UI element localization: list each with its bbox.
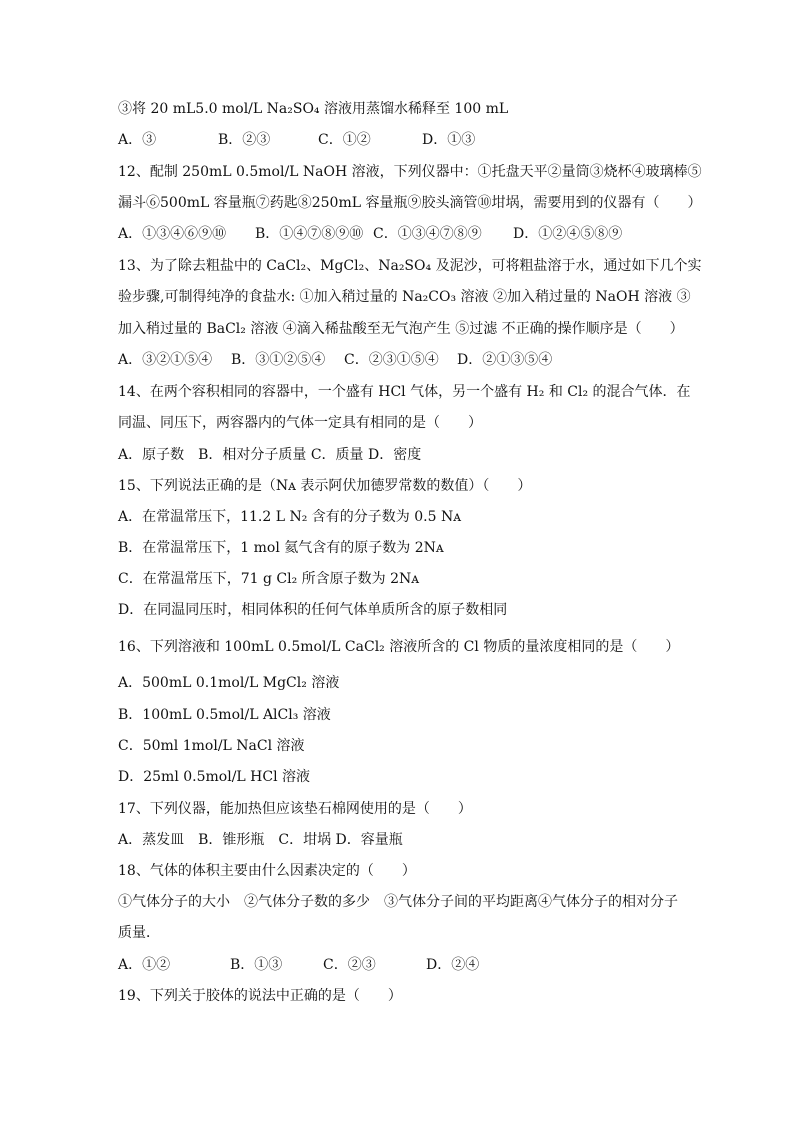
- option-d: D．①②④⑤⑧⑨: [513, 226, 623, 242]
- option-d: D．①③: [422, 132, 476, 148]
- line-q18-items-2: 质量．: [118, 925, 160, 941]
- option-a: A．①②: [118, 957, 171, 973]
- option-a: A．③②①⑤④: [118, 352, 213, 368]
- line-q15-stem: 15、下列说法正确的是（Nᴀ 表示阿伏加德罗常数的数值）（ ）: [118, 478, 532, 494]
- option-b: B．①④⑦⑧⑨⑩: [255, 226, 364, 242]
- option-a: A．③: [118, 132, 157, 148]
- line-q12-stem-2: 漏斗⑥500mL 容量瓶⑦药匙⑧250mL 容量瓶⑨胶头滴管⑩坩埚，需要用到的仪器有（ ）: [118, 195, 702, 211]
- option-d: D．②①③⑤④: [457, 352, 553, 368]
- line-q17-stem: 17、下列仪器，能加热但应该垫石棉网使用的是（ ）: [118, 801, 472, 817]
- option-a: A．①③④⑥⑨⑩: [118, 226, 227, 242]
- line-q11-item3: ③将 20 mL5.0 mol/L Na₂SO₄ 溶液用蒸馏水稀释至 100 mL: [118, 101, 509, 117]
- line-q16-stem: 16、下列溶液和 100mL 0.5mol/L CaCl₂ 溶液所含的 Cl 物质的量浓度相同的是（ ）: [118, 639, 680, 655]
- options-q12: [118, 225, 622, 243]
- line-q14-stem-1: 14、在两个容积相同的容器中，一个盛有 HCl 气体，另一个盛有 H₂ 和 Cl₂ 的混合气体．在: [118, 384, 691, 400]
- option-c: C．②③: [323, 957, 376, 973]
- option-b: B．②③: [218, 132, 271, 148]
- line-q15-option-d: D．在同温同压时，相同体积的任何气体单质所含的原子数相同: [118, 602, 508, 618]
- line-q16-option-d: D．25ml 0.5mol/L HCl 溶液: [118, 769, 311, 785]
- line-q14-options: A．原子数 B．相对分子质量 C．质量 D．密度: [118, 447, 422, 463]
- line-q18-stem: 18、气体的体积主要由什么因素决定的（ ）: [118, 863, 416, 879]
- option-c: C．①③④⑦⑧⑨: [373, 226, 482, 242]
- line-q12-stem-1: 12、配制 250mL 0.5mol/L NaOH 溶液，下列仪器中：①托盘天平②量筒③烧杯④玻璃棒⑤: [118, 164, 702, 180]
- line-q16-option-c: C．50ml 1mol/L NaCl 溶液: [118, 738, 305, 754]
- option-d: D．②④: [426, 957, 480, 973]
- line-q14-stem-2: 同温、同压下，两容器内的气体一定具有相同的是（ ）: [118, 415, 482, 431]
- line-q18-items-1: ①气体分子的大小 ②气体分子数的多少 ③气体分子间的平均距离④气体分子的相对分子: [118, 894, 678, 910]
- line-q17-options: A．蒸发皿 B．锥形瓶 C．坩埚 D．容量瓶: [118, 832, 403, 848]
- line-q15-option-c: C．在常温常压下，71 g Cl₂ 所含原子数为 2Nᴀ: [118, 571, 420, 587]
- option-b: B．③①②⑤④: [231, 352, 326, 368]
- line-q13-stem-2: 验步骤,可制得纯净的食盐水: ①加入稍过量的 Na₂CO₃ 溶液 ②加入稍过量的 NaOH 溶液 ③: [118, 289, 691, 305]
- line-q16-option-a: A．500mL 0.1mol/L MgCl₂ 溶液: [118, 675, 340, 691]
- option-c: C．①②: [318, 132, 371, 148]
- options-q18: [118, 956, 479, 974]
- line-q15-option-b: B．在常温常压下，1 mol 氦气含有的原子数为 2Nᴀ: [118, 540, 444, 556]
- line-q13-stem-3: 加入稍过量的 BaCl₂ 溶液 ④滴入稀盐酸至无气泡产生 ⑤过滤 不正确的操作顺序是（ ）: [118, 321, 684, 337]
- option-b: B．①③: [230, 957, 283, 973]
- line-q15-option-a: A．在常温常压下，11.2 L N₂ 含有的分子数为 0.5 Nᴀ: [118, 509, 462, 525]
- option-c: C．②③①⑤④: [344, 352, 439, 368]
- line-q19-stem: 19、下列关于胶体的说法中正确的是（ ）: [118, 988, 402, 1004]
- line-q13-stem-1: 13、为了除去粗盐中的 CaCl₂、MgCl₂、Na₂SO₄ 及泥沙，可将粗盐溶于水，通过如下几个实: [118, 258, 702, 274]
- line-q16-option-b: B．100mL 0.5mol/L AlCl₃ 溶液: [118, 707, 331, 723]
- options-q13: [118, 351, 552, 369]
- options-q11: [118, 131, 475, 149]
